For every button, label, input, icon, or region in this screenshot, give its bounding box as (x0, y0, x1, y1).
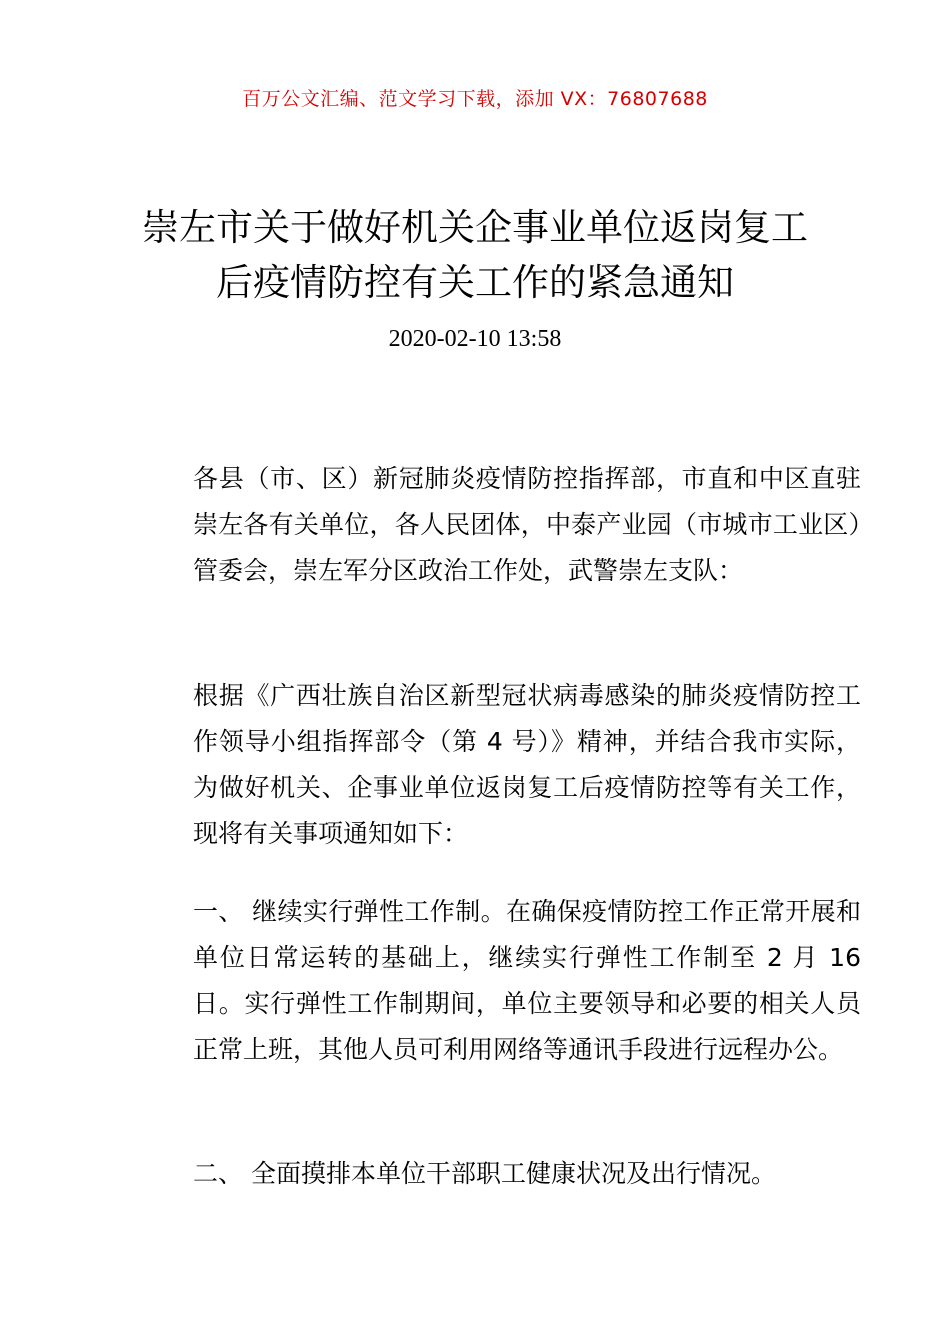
paragraph-addressees: 各县（市、区）新冠肺炎疫情防控指挥部，市直和中区直驻崇左各有关单位，各人民团体，中泰产业园（市城市工业区）管委会，崇左军分区政治工作处，武警崇左支队： (193, 464, 861, 585)
paragraph-item-2: 二、 全面摸排本单位干部职工健康状况及出行情况。 (193, 1159, 776, 1188)
paragraph-item-1: 一、 继续实行弹性工作制。在确保疫情防控工作正常开展和单位日常运转的基础上，继续实行弹性工作制至 2 月 16 日。实行弹性工作制期间，单位主要领导和必要的相关人员正常上班，其他人员可利用网络等通讯手段进行远程办公。 (193, 897, 861, 1064)
publish-date: 2020-02-10 13:58 (388, 326, 562, 352)
title-line-2: 后疫情防控有关工作的紧急通知 (216, 261, 734, 304)
title-line-1: 崇左市关于做好机关企事业单位返岗复工 (142, 206, 808, 249)
paragraph-preamble: 根据《广西壮族自治区新型冠状病毒感染的肺炎疫情防控工作领导小组指挥部令（第 4 号）》精神，并结合我市实际，为做好机关、企事业单位返岗复工后疫情防控等有关工作，现将有关事项通知如下： (193, 681, 861, 848)
document-title (120, 200, 830, 310)
header-note: 百万公文汇编、范文学习下载，添加 VX：76807688 (242, 88, 708, 110)
